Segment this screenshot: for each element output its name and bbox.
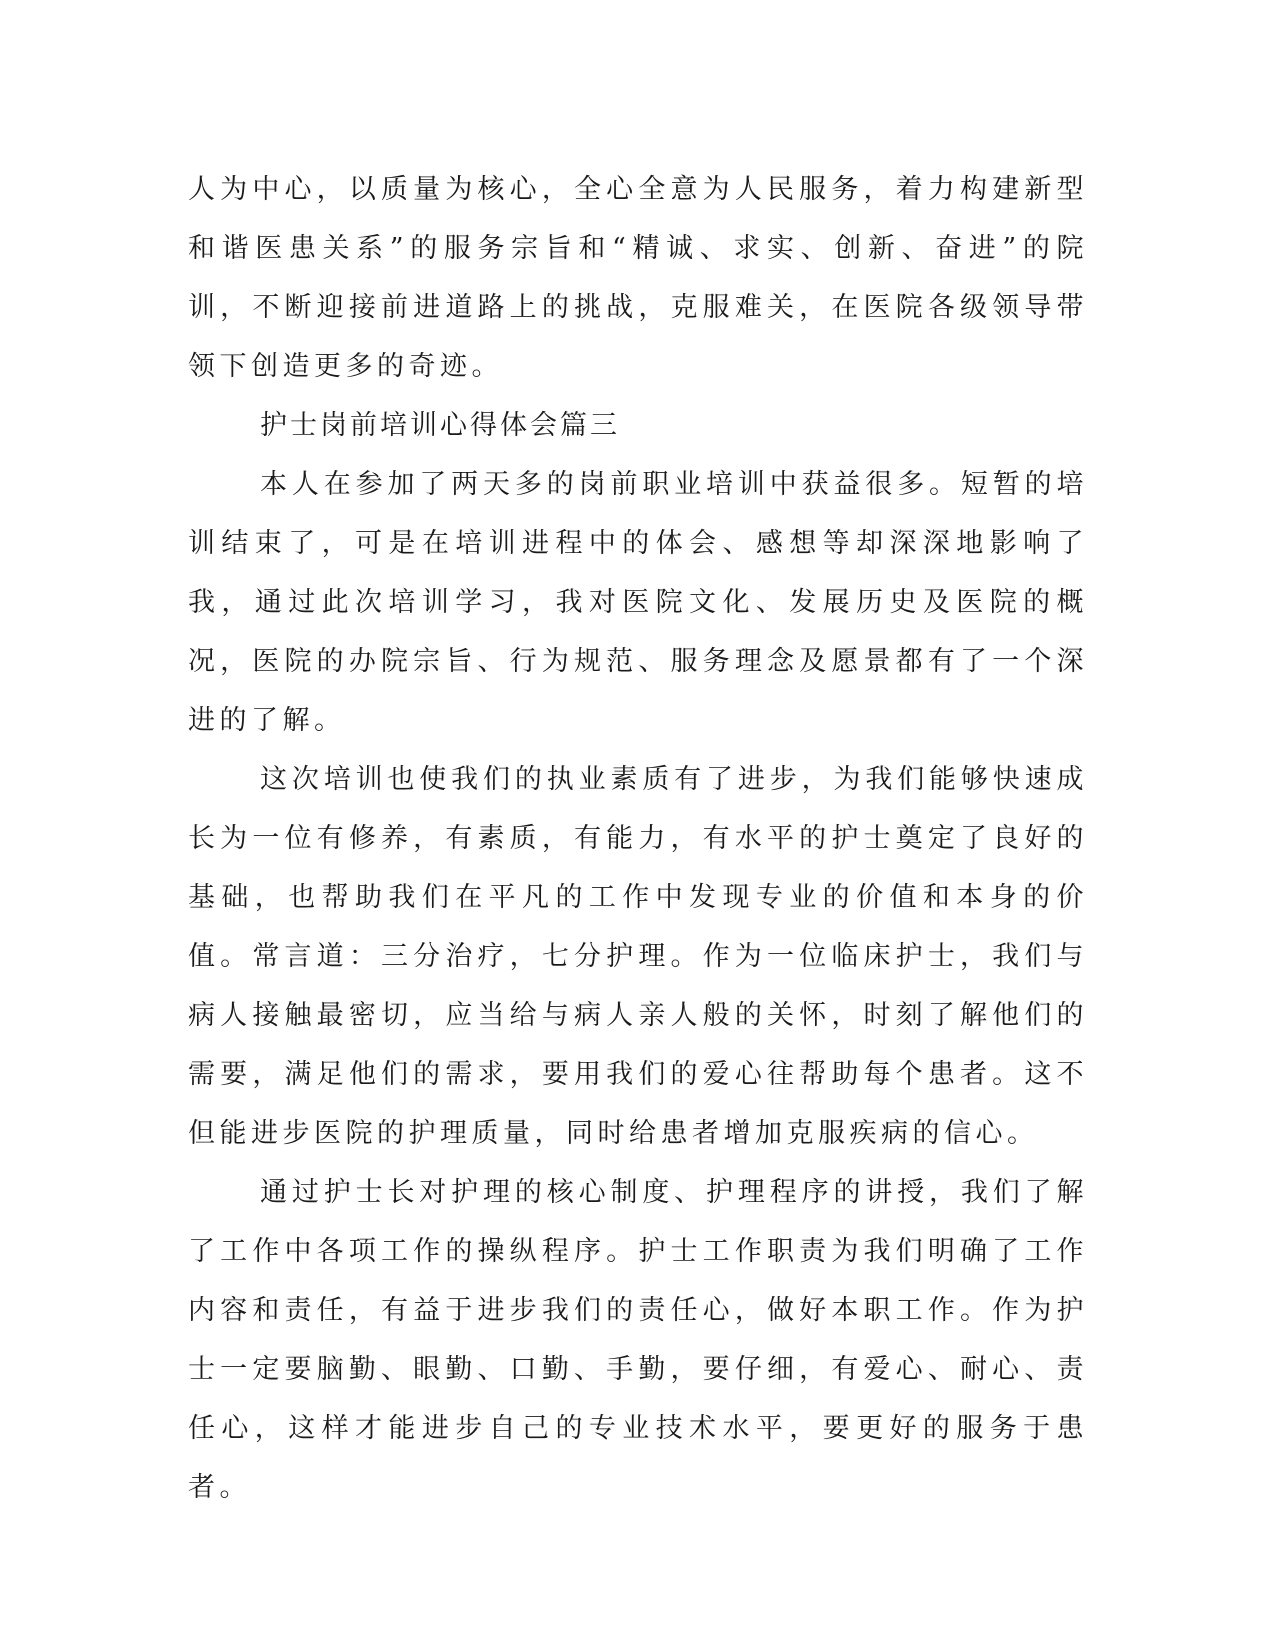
- document-body: [188, 160, 1088, 1517]
- continuation-paragraph: 人为中心，以质量为核心，全心全意为人民服务，着力构建新型和谐医患关系”的服务宗旨和“精诚、求实、创新、奋进”的院训，不断迎接前进道路上的挑战，克服难关，在医院各级领导带领下创造更多的奇迹。: [188, 174, 1088, 382]
- body-paragraph-1: 本人在参加了两天多的岗前职业培训中获益很多。短暂的培训结束了，可是在培训进程中的体会、感想等却深深地影响了我，通过此次培训学习，我对医院文化、发展历史及医院的概况，医院的办院宗旨、行为规范、服务理念及愿景都有了一个深进的了解。: [188, 469, 1088, 736]
- section-heading: 护士岗前培训心得体会篇三: [260, 410, 620, 441]
- body-paragraph-3: 通过护士长对护理的核心制度、护理程序的讲授，我们了解了工作中各项工作的操纵程序。护士工作职责为我们明确了工作内容和责任，有益于进步我们的责任心，做好本职工作。作为护士一定要脑勤、眼勤、口勤、手勤，要仔细，有爱心、耐心、责任心，这样才能进步自己的专业技术水平，要更好的服务于患者。: [188, 1177, 1088, 1503]
- body-paragraph-2: 这次培训也使我们的执业素质有了进步，为我们能够快速成长为一位有修养，有素质，有能力，有水平的护士奠定了良好的基础，也帮助我们在平凡的工作中发现专业的价值和本身的价值。常言道：三分治疗，七分护理。作为一位临床护士，我们与病人接触最密切，应当给与病人亲人般的关怀，时刻了解他们的需要，满足他们的需求，要用我们的爱心往帮助每个患者。这不但能进步医院的护理质量，同时给患者增加克服疾病的信心。: [188, 764, 1088, 1149]
